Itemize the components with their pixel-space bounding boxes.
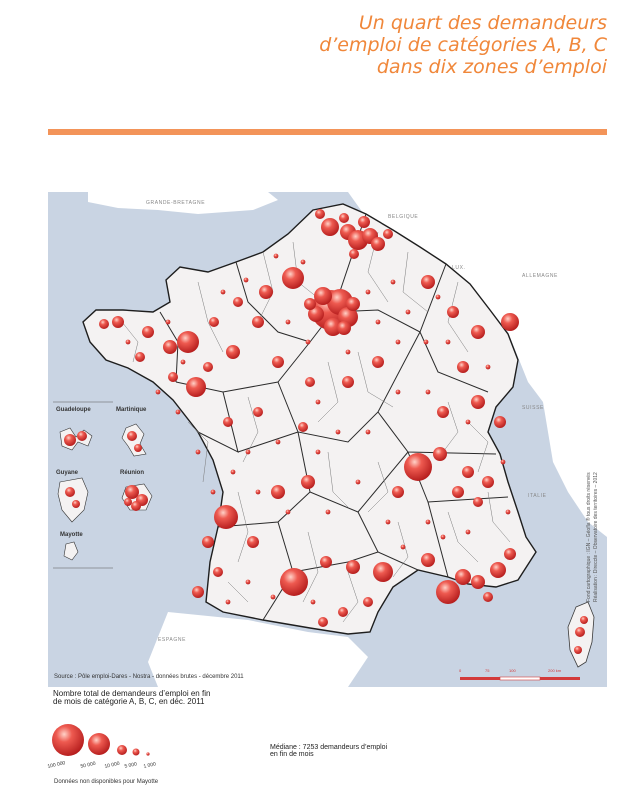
employment-zone-bubble	[346, 560, 360, 574]
employment-zone-bubble	[372, 356, 384, 368]
employment-zone-bubble	[223, 417, 233, 427]
employment-zone-bubble	[272, 356, 284, 368]
employment-zone-bubble	[314, 287, 332, 305]
legend-value-10000: 10 000	[104, 760, 121, 770]
employment-zone-bubble	[363, 597, 373, 607]
label-guadeloupe: Guadeloupe	[56, 407, 91, 413]
employment-zone-bubble	[471, 395, 485, 409]
employment-zone-bubble	[256, 490, 261, 495]
employment-zone-bubble	[337, 321, 351, 335]
employment-zone-bubble	[181, 360, 186, 365]
map-svg	[48, 192, 607, 687]
employment-zone-bubble	[276, 440, 281, 445]
employment-zone-bubble	[436, 295, 441, 300]
employment-zone-bubble	[280, 568, 308, 596]
employment-zone-bubble	[426, 520, 431, 525]
employment-zone-bubble	[127, 431, 137, 441]
map-credits	[586, 472, 600, 602]
employment-zone-bubble	[392, 486, 404, 498]
legend-bubble-5000	[133, 749, 140, 756]
title-line-2: d’emploi de catégories A, B, C	[319, 34, 607, 56]
legend-value-50000: 50 000	[80, 760, 97, 770]
employment-zone-bubble	[436, 580, 460, 604]
employment-zone-bubble	[112, 316, 124, 328]
employment-zone-bubble	[209, 317, 219, 327]
legend-bubble-100000	[52, 724, 84, 756]
employment-zone-bubble	[346, 350, 351, 355]
employment-zone-bubble	[124, 498, 132, 506]
employment-zone-bubble	[64, 434, 76, 446]
employment-zone-bubble	[131, 501, 141, 511]
employment-zone-bubble	[135, 352, 145, 362]
employment-zone-bubble	[396, 340, 401, 345]
employment-zone-bubble	[253, 407, 263, 417]
employment-zone-bubble	[286, 510, 291, 515]
legend-title-line-1: Nombre total de demandeurs d’emploi en fin	[53, 689, 211, 698]
employment-zone-bubble	[421, 275, 435, 289]
employment-zone-bubble	[339, 213, 349, 223]
employment-zone-bubble	[177, 331, 199, 353]
employment-zone-bubble	[301, 475, 315, 489]
employment-zone-bubble	[421, 553, 435, 567]
employment-zone-bubble	[446, 340, 451, 345]
legend-value-5000: 5 000	[124, 761, 138, 770]
employment-zone-bubble	[346, 297, 360, 311]
employment-zone-bubble	[77, 431, 87, 441]
median-line-1: Médiane : 7253 demandeurs d’emploi	[270, 744, 388, 751]
employment-zone-bubble	[455, 569, 471, 585]
scale-label-75: 75	[485, 668, 490, 673]
employment-zone-bubble	[203, 362, 213, 372]
median-line-2: en fin de mois	[270, 751, 314, 758]
employment-zone-bubble	[226, 600, 231, 605]
employment-zone-bubble	[462, 466, 474, 478]
employment-zone-bubble	[501, 313, 519, 331]
employment-zone-bubble	[356, 480, 361, 485]
title-divider	[48, 129, 607, 135]
employment-zone-bubble	[142, 326, 154, 338]
scale-label-200: 200 km	[548, 668, 562, 673]
employment-zone-bubble	[211, 490, 216, 495]
label-grande-bretagne: GRANDE-BRETAGNE	[146, 200, 206, 206]
employment-zone-bubble	[349, 249, 359, 259]
employment-zone-bubble	[490, 562, 506, 578]
credit-line-1: Fond cartographique : IGN – Géofla ® tous droits réservés	[586, 472, 592, 602]
employment-zone-bubble	[166, 320, 171, 325]
credit-line-2: Réalisation : Direccte – Observatoire des territoires – 2012	[593, 472, 599, 602]
employment-zone-bubble	[401, 545, 406, 550]
employment-zone-bubble	[247, 536, 259, 548]
employment-zone-bubble	[321, 218, 339, 236]
label-martinique: Martinique	[116, 407, 147, 413]
employment-zone-bubble	[482, 476, 494, 488]
label-mayotte: Mayotte	[60, 532, 83, 538]
employment-zone-bubble	[486, 365, 491, 370]
scale-label-0: 0	[459, 668, 462, 673]
employment-zone-bubble	[373, 562, 393, 582]
employment-zone-bubble	[246, 580, 251, 585]
employment-zone-bubble	[404, 453, 432, 481]
legend-median	[270, 744, 410, 758]
title-line-1: Un quart des demandeurs	[358, 12, 607, 34]
legend-title	[53, 690, 253, 706]
employment-zone-bubble	[457, 361, 469, 373]
employment-zone-bubble	[304, 298, 316, 310]
employment-zone-bubble	[231, 470, 236, 475]
employment-zone-bubble	[575, 627, 585, 637]
employment-zone-bubble	[192, 586, 204, 598]
employment-zone-bubble	[286, 320, 291, 325]
employment-zone-bubble	[494, 416, 506, 428]
employment-zone-bubble	[126, 340, 131, 345]
employment-zone-bubble	[244, 278, 249, 283]
employment-zone-bubble	[452, 486, 464, 498]
employment-zone-bubble	[483, 592, 493, 602]
employment-zone-bubble	[274, 254, 279, 259]
employment-zone-bubble	[214, 505, 238, 529]
employment-zone-bubble	[366, 290, 371, 295]
employment-zone-bubble	[437, 406, 449, 418]
employment-zone-bubble	[233, 297, 243, 307]
employment-zone-bubble	[99, 319, 109, 329]
employment-zone-bubble	[226, 345, 240, 359]
label-guyane: Guyane	[56, 470, 79, 476]
source-note: Source : Pôle emploi-Dares - Nostra - données brutes - décembre 2011	[54, 674, 244, 680]
employment-zone-bubble	[72, 500, 80, 508]
employment-zone-bubble	[163, 340, 177, 354]
legend-bubble-50000	[88, 733, 110, 755]
employment-zone-bubble	[246, 450, 251, 455]
employment-zone-bubble	[386, 520, 391, 525]
legend-title-line-2: de mois de catégorie A, B, C, en déc. 2011	[53, 697, 205, 706]
employment-zone-bubble	[471, 325, 485, 339]
employment-zone-bubble	[311, 600, 316, 605]
employment-zone-bubble	[447, 306, 459, 318]
employment-zone-bubble	[433, 447, 447, 461]
employment-zone-bubble	[252, 316, 264, 328]
legend-bubble-10000	[117, 745, 127, 755]
legend-value-100000: 100 000	[47, 760, 66, 770]
employment-zone-bubble	[320, 556, 332, 568]
employment-zone-bubble	[506, 510, 511, 515]
employment-zone-bubble	[441, 535, 446, 540]
employment-zone-bubble	[305, 377, 315, 387]
employment-zone-bubble	[406, 310, 411, 315]
employment-zone-bubble	[580, 616, 588, 624]
employment-zone-bubble	[358, 216, 370, 228]
employment-zone-bubble	[396, 390, 401, 395]
employment-zone-bubble	[342, 376, 354, 388]
employment-zone-bubble	[316, 400, 321, 405]
employment-zone-bubble	[156, 390, 161, 395]
employment-zone-bubble	[134, 444, 142, 452]
employment-zone-bubble	[301, 260, 306, 265]
employment-zone-bubble	[326, 510, 331, 515]
title-line-3: dans dix zones d’emploi	[376, 56, 607, 78]
employment-zone-bubble	[466, 420, 471, 425]
employment-zone-bubble	[202, 536, 214, 548]
employment-zone-bubble	[259, 285, 273, 299]
employment-zone-bubble	[176, 410, 181, 415]
legend-value-1000: 1 000	[143, 761, 157, 770]
label-allemagne: ALLEMAGNE	[522, 273, 558, 279]
label-lux: LUX.	[452, 265, 466, 271]
map-title	[277, 12, 607, 78]
legend-bubble-1000	[146, 752, 149, 755]
employment-zone-bubble	[501, 460, 506, 465]
employment-zone-bubble	[221, 290, 226, 295]
employment-zone-bubble	[168, 372, 178, 382]
scale-bar	[460, 677, 580, 680]
employment-zone-bubble	[271, 485, 285, 499]
employment-zone-bubble	[338, 607, 348, 617]
employment-zone-bubble	[366, 430, 371, 435]
legend-bubbles	[46, 722, 166, 762]
employment-zone-bubble	[213, 567, 223, 577]
employment-zone-bubble	[298, 422, 308, 432]
label-suisse: SUISSE	[522, 405, 544, 411]
legend-no-data-note: Données non disponibles pour Mayotte	[54, 779, 159, 785]
map-panel	[48, 192, 607, 687]
employment-zone-bubble	[383, 229, 393, 239]
employment-zone-bubble	[471, 575, 485, 589]
employment-zone-bubble	[466, 530, 471, 535]
scale-label-100: 100	[509, 668, 516, 673]
employment-zone-bubble	[426, 390, 431, 395]
employment-zone-bubble	[376, 320, 381, 325]
employment-zone-bubble	[65, 487, 75, 497]
employment-zone-bubble	[574, 646, 582, 654]
employment-zone-bubble	[318, 617, 328, 627]
label-espagne: ESPAGNE	[158, 637, 187, 643]
employment-zone-bubble	[371, 237, 385, 251]
employment-zone-bubble	[282, 267, 304, 289]
employment-zone-bubble	[316, 450, 321, 455]
employment-zone-bubble	[306, 340, 311, 345]
employment-zone-bubble	[391, 280, 396, 285]
employment-zone-bubble	[315, 209, 325, 219]
employment-zone-bubble	[504, 548, 516, 560]
label-reunion: Réunion	[120, 470, 144, 476]
employment-zone-bubble	[336, 430, 341, 435]
employment-zone-bubble	[196, 450, 201, 455]
label-belgique: BELGIQUE	[388, 214, 419, 220]
employment-zone-bubble	[271, 595, 276, 600]
employment-zone-bubble	[424, 340, 429, 345]
employment-zone-bubble	[473, 497, 483, 507]
label-italie: ITALIE	[528, 493, 547, 499]
employment-zone-bubble	[186, 377, 206, 397]
